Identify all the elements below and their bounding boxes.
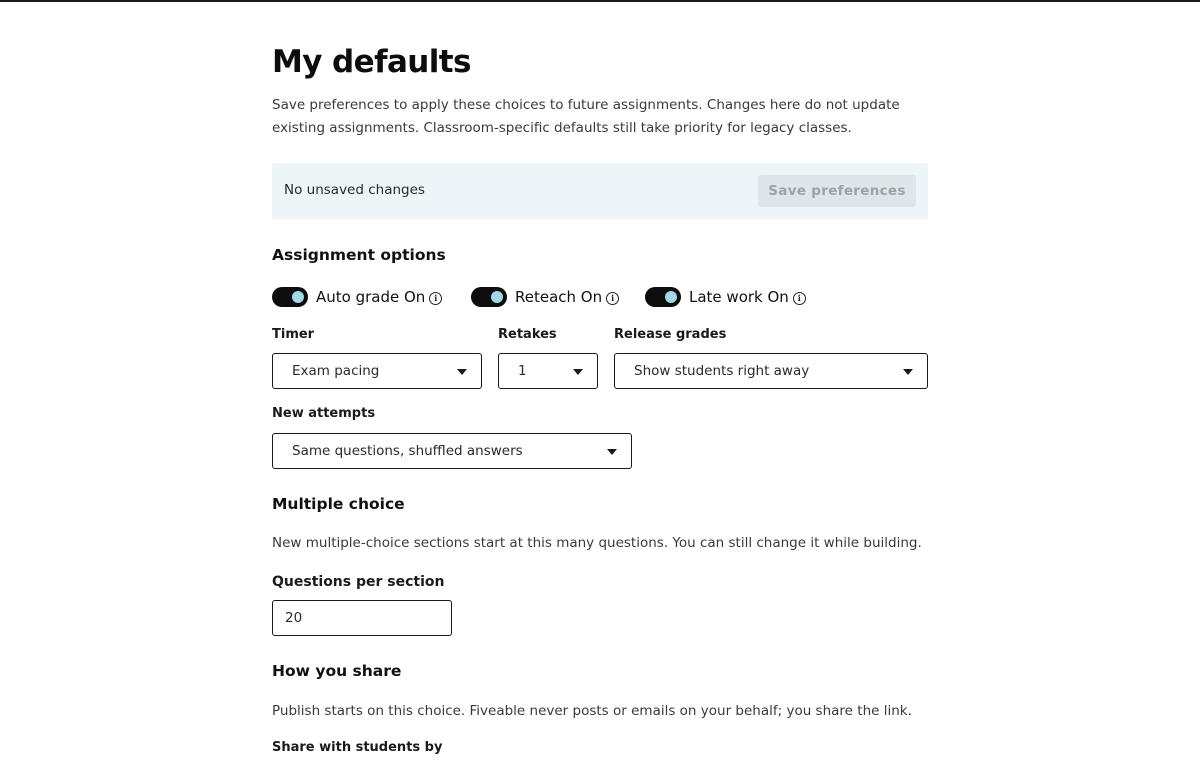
- chevron-down-icon: [903, 369, 913, 375]
- timer-select[interactable]: [272, 353, 482, 389]
- timer-label: Timer: [272, 327, 315, 342]
- assignment-toggles: [272, 286, 928, 308]
- info-icon[interactable]: i: [429, 292, 442, 305]
- switch-knob: [292, 291, 304, 303]
- reteach-switch[interactable]: [471, 287, 507, 307]
- save-status-text: No unsaved changes: [284, 182, 425, 198]
- retakes-select[interactable]: [498, 353, 598, 389]
- timer-value: Exam pacing: [292, 363, 380, 379]
- info-icon[interactable]: i: [793, 292, 806, 305]
- new-attempts-label: New attempts: [272, 406, 376, 421]
- page-title: My defaults: [272, 44, 471, 80]
- save-preferences-button[interactable]: Save preferences: [758, 175, 916, 207]
- reteach-label: Reteach On: [515, 288, 603, 306]
- top-divider: [0, 0, 1200, 2]
- how-you-share-heading: How you share: [272, 662, 402, 680]
- late-work-switch[interactable]: [645, 287, 681, 307]
- auto-grade-label: Auto grade On: [316, 288, 426, 306]
- chevron-down-icon: [573, 369, 583, 375]
- toggle-reteach: [471, 286, 619, 308]
- new-attempts-select[interactable]: [272, 433, 632, 469]
- switch-knob: [665, 291, 677, 303]
- retakes-label: Retakes: [498, 327, 557, 342]
- toggle-auto-grade: [272, 286, 442, 308]
- chevron-down-icon: [607, 449, 617, 455]
- release-grades-value: Show students right away: [634, 363, 810, 379]
- release-grades-label: Release grades: [614, 327, 727, 342]
- auto-grade-switch[interactable]: [272, 287, 308, 307]
- save-status-bar: [272, 163, 928, 219]
- assignment-options-heading: Assignment options: [272, 246, 446, 264]
- multiple-choice-heading: Multiple choice: [272, 495, 405, 513]
- retakes-value: 1: [518, 363, 527, 379]
- toggle-late-work: [645, 286, 806, 308]
- new-attempts-value: Same questions, shuffled answers: [292, 443, 523, 459]
- chevron-down-icon: [457, 369, 467, 375]
- how-you-share-description: Publish starts on this choice. Fiveable never posts or emails on your behalf; you share the link.: [272, 703, 912, 719]
- questions-per-section-label: Questions per section: [272, 574, 445, 590]
- release-grades-select[interactable]: [614, 353, 928, 389]
- questions-per-section-input[interactable]: [272, 600, 452, 636]
- page-intro: Save preferences to apply these choices to future assignments. Changes here do not update existing assignments. Classroom-specific defaults still take priority for legacy classes.: [272, 97, 900, 136]
- switch-knob: [491, 291, 503, 303]
- share-with-students-label: Share with students by: [272, 740, 443, 755]
- late-work-label: Late work On: [689, 288, 789, 306]
- multiple-choice-description: New multiple-choice sections start at this many questions. You can still change it while building.: [272, 535, 922, 551]
- info-icon[interactable]: i: [606, 292, 619, 305]
